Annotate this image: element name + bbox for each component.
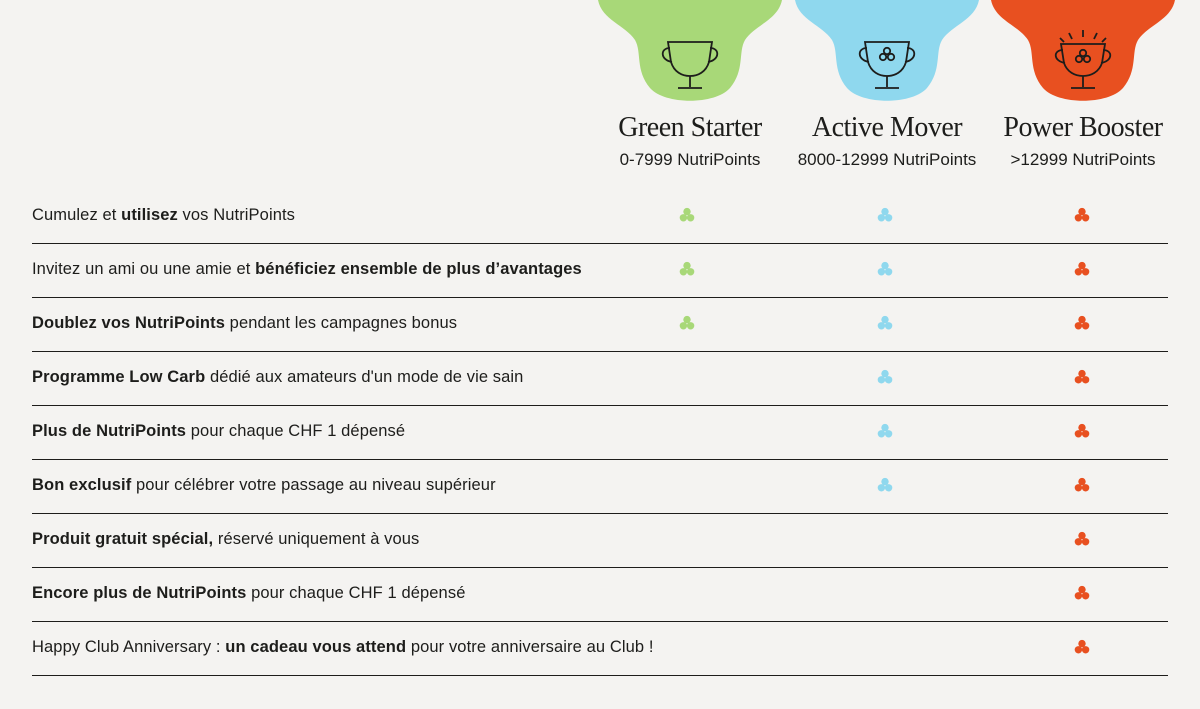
- benefit-label: [32, 584, 465, 603]
- clover-icon: [1074, 477, 1090, 493]
- table-row: [32, 352, 1168, 406]
- benefit-text: Invitez un ami ou une amie et: [32, 260, 256, 278]
- benefit-text: pour votre anniversaire au Club !: [406, 638, 654, 656]
- clover-icon: [877, 315, 893, 331]
- benefit-highlight: Programme Low Carb: [32, 368, 206, 386]
- clover-icon: [877, 261, 893, 277]
- benefit-text: Cumulez et: [32, 206, 122, 224]
- benefit-text: pendant les campagnes bonus: [224, 314, 458, 332]
- clover-icon: [1074, 423, 1090, 439]
- table-row: [32, 568, 1168, 622]
- benefit-label: [32, 476, 496, 495]
- table-row: [32, 244, 1168, 298]
- tier-blob: [590, 0, 790, 110]
- clover-icon: [1074, 639, 1090, 655]
- table-row: [32, 406, 1168, 460]
- benefit-highlight: un cadeau vous attend: [225, 638, 407, 656]
- table-row: [32, 190, 1168, 244]
- clover-icon: [679, 261, 695, 277]
- table-row: [32, 298, 1168, 352]
- clover-icon: [877, 423, 893, 439]
- table-row: [32, 622, 1168, 676]
- benefit-label: [32, 206, 295, 225]
- clover-icon: [1074, 531, 1090, 547]
- benefit-highlight: Encore plus de NutriPoints: [32, 584, 247, 602]
- tier-power-booster: [983, 0, 1183, 169]
- tier-range: >12999 NutriPoints: [1010, 150, 1156, 169]
- tier-range: 8000-12999 NutriPoints: [797, 150, 977, 169]
- benefit-text: pour célébrer votre passage au niveau supérieur: [131, 476, 496, 494]
- benefit-highlight: Plus de NutriPoints: [32, 422, 187, 440]
- benefit-label: [32, 530, 419, 549]
- benefit-text: pour chaque CHF 1 dépensé: [186, 422, 406, 440]
- tier-blob: [787, 0, 987, 110]
- tier-blob: [983, 0, 1183, 110]
- benefit-label: [32, 638, 654, 657]
- benefit-label: [32, 422, 405, 441]
- clover-icon: [679, 315, 695, 331]
- clover-icon: [1074, 261, 1090, 277]
- benefit-text: pour chaque CHF 1 dépensé: [246, 584, 466, 602]
- clover-icon: [877, 477, 893, 493]
- benefit-highlight: Produit gratuit spécial,: [32, 530, 214, 548]
- tier-range: 0-7999 NutriPoints: [619, 150, 761, 169]
- tier-name: Power Booster: [1003, 112, 1163, 143]
- clover-icon: [1074, 369, 1090, 385]
- benefit-highlight: Doublez vos NutriPoints: [32, 314, 225, 332]
- benefit-label: [32, 314, 457, 333]
- clover-icon: [1074, 585, 1090, 601]
- benefit-highlight: bénéficiez ensemble de plus d’avantages: [255, 260, 582, 278]
- benefit-text: dédié aux amateurs d'un mode de vie sain: [205, 368, 524, 386]
- benefit-label: [32, 368, 523, 387]
- clover-icon: [1074, 315, 1090, 331]
- benefit-label: [32, 260, 582, 279]
- tier-active-mover: [787, 0, 987, 169]
- benefit-text: réservé uniquement à vous: [213, 530, 420, 548]
- tier-name: Active Mover: [811, 112, 963, 143]
- benefit-text: vos NutriPoints: [177, 206, 296, 224]
- benefit-highlight: utilisez: [121, 206, 178, 224]
- table-row: [32, 460, 1168, 514]
- table-row: [32, 514, 1168, 568]
- benefit-highlight: Bon exclusif: [32, 476, 132, 494]
- clover-icon: [877, 369, 893, 385]
- benefit-text: Happy Club Anniversary :: [32, 638, 226, 656]
- tier-name: Green Starter: [618, 112, 762, 143]
- benefits-table: [32, 190, 1168, 676]
- clover-icon: [877, 207, 893, 223]
- clover-icon: [679, 207, 695, 223]
- tier-green-starter: [590, 0, 790, 169]
- clover-icon: [1074, 207, 1090, 223]
